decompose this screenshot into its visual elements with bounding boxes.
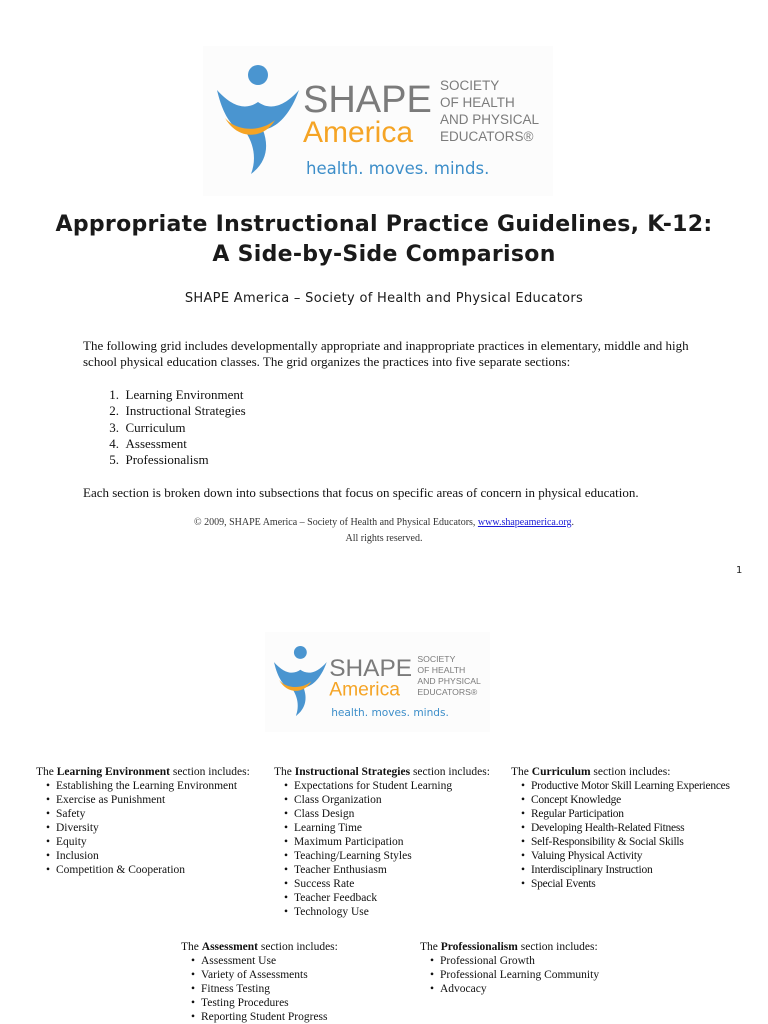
list-item bbox=[83, 403, 246, 419]
intro-paragraph: The following grid includes developmentally appropriate and inappropriate practices in elementary, middle and high school physical education classes. The grid organizes the practices into five separate sections: bbox=[83, 338, 689, 369]
assessment-column bbox=[181, 940, 338, 1024]
logo-graphic bbox=[203, 46, 553, 196]
list-item: • Variety of Assessments bbox=[201, 968, 338, 982]
list-item: • Exercise as Punishment bbox=[56, 793, 250, 807]
page-title bbox=[0, 210, 768, 270]
learning-environment-column bbox=[36, 765, 250, 877]
list-item: • Self-Responsibility & Social Skills bbox=[531, 835, 730, 849]
brand-bottom: America bbox=[329, 679, 400, 701]
list-item: • Productive Motor Skill Learning Experiences bbox=[531, 779, 730, 793]
list-item: • Reporting Student Progress bbox=[201, 1010, 338, 1024]
column-heading: The Curriculum section includes: bbox=[511, 766, 671, 778]
brand-top: SHAPE bbox=[329, 655, 413, 683]
page-subtitle: SHAPE America – Society of Health and Physical Educators bbox=[184, 291, 584, 306]
list-item: • Fitness Testing bbox=[201, 982, 338, 996]
list-item: • Valuing Physical Activity bbox=[531, 849, 730, 863]
list-item bbox=[83, 387, 246, 403]
list-number: 3. bbox=[109, 419, 119, 435]
org-line-2: OF HEALTH bbox=[440, 95, 515, 110]
column-heading: The Professionalism section includes: bbox=[420, 941, 598, 953]
column-heading: The Instructional Strategies section includes: bbox=[274, 766, 490, 778]
section-name: Assessment bbox=[201, 941, 258, 953]
shape-america-logo bbox=[203, 46, 553, 196]
column-heading: The Assessment section includes: bbox=[181, 941, 338, 953]
shape-america-logo-small bbox=[265, 632, 490, 732]
list-number: 4. bbox=[109, 435, 119, 451]
org-line-1: SOCIETY bbox=[440, 78, 500, 93]
list-item: • Maximum Participation bbox=[294, 835, 490, 849]
list-label: Curriculum bbox=[125, 419, 186, 435]
copyright-prefix: © 2009, SHAPE America – Society of Health and Physical Educators, bbox=[193, 517, 478, 528]
list-item: • Establishing the Learning Environment bbox=[56, 779, 250, 793]
copyright-suffix: . bbox=[571, 517, 574, 528]
closing-paragraph: Each section is broken down into subsections that focus on specific areas of concern in physical education. bbox=[83, 485, 639, 500]
list-item: • Professional Growth bbox=[440, 954, 599, 968]
list-item: • Special Events bbox=[531, 877, 730, 891]
list-item: • Regular Participation bbox=[531, 807, 730, 821]
figure-icon bbox=[217, 65, 299, 174]
org-line-1: SOCIETY bbox=[417, 654, 456, 665]
list-item: • Advocacy bbox=[440, 982, 599, 996]
logo-tagline: health. moves. minds. bbox=[331, 707, 449, 720]
list-item: • Class Design bbox=[294, 807, 490, 821]
list-item: • Safety bbox=[56, 807, 250, 821]
title-line-1: Appropriate Instructional Practice Guidelines, K-12: bbox=[55, 212, 713, 237]
list-number: 5. bbox=[109, 452, 119, 468]
org-line-4: EDUCATORS® bbox=[440, 129, 534, 144]
list-label: Professionalism bbox=[125, 452, 209, 468]
org-line-2: OF HEALTH bbox=[417, 665, 466, 675]
section-name: Professionalism bbox=[440, 941, 518, 953]
list-item: • Inclusion bbox=[56, 849, 250, 863]
section-name: Instructional Strategies bbox=[294, 766, 411, 778]
logo-tagline: health. moves. minds. bbox=[306, 159, 490, 178]
bullet-list bbox=[274, 779, 490, 919]
list-item: • Testing Procedures bbox=[201, 996, 338, 1010]
title-line-2: A Side-by-Side Comparison bbox=[212, 242, 556, 267]
list-item: • Technology Use bbox=[294, 905, 490, 919]
bullet-list bbox=[181, 954, 338, 1024]
bullet-list bbox=[511, 779, 730, 891]
list-item bbox=[83, 436, 246, 452]
org-line-3: AND PHYSICAL bbox=[417, 675, 481, 686]
list-item: • Success Rate bbox=[294, 877, 490, 891]
page-number: 1 bbox=[736, 565, 743, 576]
list-item: • Expectations for Student Learning bbox=[294, 779, 490, 793]
professionalism-column bbox=[420, 940, 599, 996]
list-item bbox=[83, 452, 246, 468]
list-item: • Teaching/Learning Styles bbox=[294, 849, 490, 863]
list-item: • Diversity bbox=[56, 821, 250, 835]
instructional-strategies-column bbox=[274, 765, 490, 919]
figure-icon bbox=[274, 646, 327, 716]
copyright-notice bbox=[0, 515, 768, 547]
rights-reserved: All rights reserved. bbox=[345, 533, 423, 544]
website-link[interactable]: www.shapeamerica.org bbox=[477, 517, 572, 528]
list-item: • Learning Time bbox=[294, 821, 490, 835]
list-label: Learning Environment bbox=[125, 387, 244, 402]
bullet-list bbox=[420, 954, 599, 996]
list-item: • Teacher Feedback bbox=[294, 891, 490, 905]
sections-list bbox=[83, 387, 246, 468]
list-label: Instructional Strategies bbox=[125, 403, 246, 419]
org-line-3: AND PHYSICAL bbox=[440, 112, 540, 127]
list-item bbox=[83, 420, 246, 436]
list-item: • Class Organization bbox=[294, 793, 490, 807]
list-item: • Equity bbox=[56, 835, 250, 849]
list-item: • Competition & Cooperation bbox=[56, 863, 250, 877]
list-item: • Interdisciplinary Instruction bbox=[531, 863, 730, 877]
logo-graphic bbox=[265, 632, 490, 732]
section-name: Curriculum bbox=[531, 766, 591, 778]
list-item: • Professional Learning Community bbox=[440, 968, 599, 982]
column-heading: The Learning Environment section includes: bbox=[36, 766, 250, 778]
list-label: Assessment bbox=[125, 435, 187, 451]
brand-bottom: America bbox=[303, 116, 414, 149]
list-number: 2. bbox=[109, 403, 119, 419]
section-name: Learning Environment bbox=[56, 766, 170, 778]
brand-top: SHAPE bbox=[303, 79, 432, 121]
list-item: • Teacher Enthusiasm bbox=[294, 863, 490, 877]
list-item: • Concept Knowledge bbox=[531, 793, 730, 807]
list-item: • Developing Health-Related Fitness bbox=[531, 821, 730, 835]
org-line-4: EDUCATORS® bbox=[417, 686, 478, 697]
list-item: • Assessment Use bbox=[201, 954, 338, 968]
list-number: 1. bbox=[109, 387, 119, 402]
curriculum-column bbox=[511, 765, 730, 891]
bullet-list bbox=[36, 779, 250, 877]
